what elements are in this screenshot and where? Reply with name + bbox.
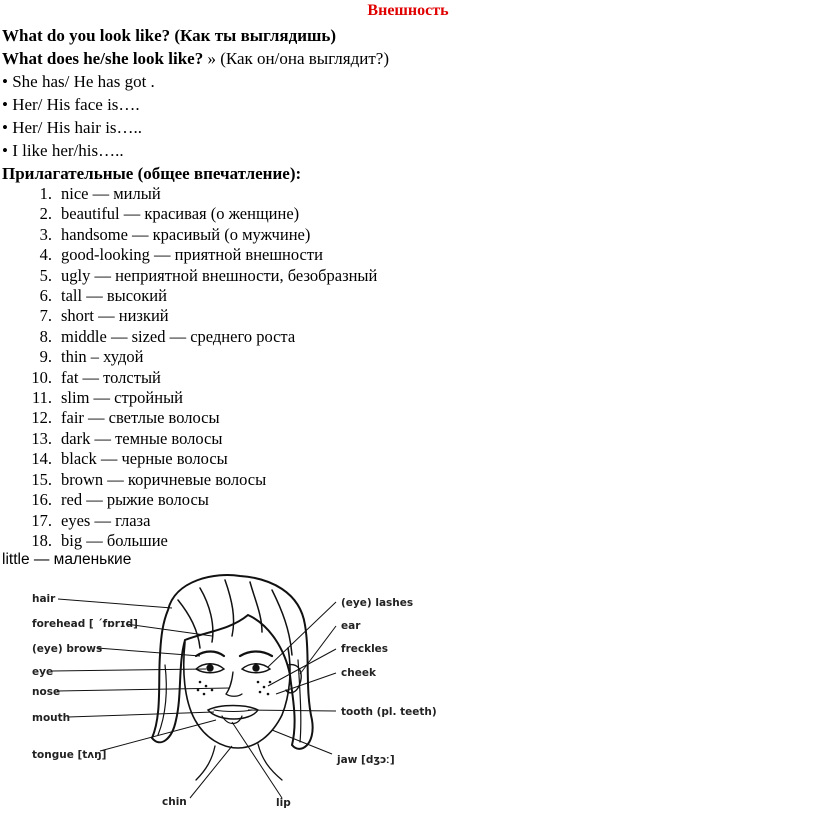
label-ear: ear xyxy=(341,620,361,632)
list-item: 14. black — черные волосы xyxy=(31,449,228,469)
label-hair: hair xyxy=(32,593,56,605)
phrase-bullet: • She has/ He has got . xyxy=(2,72,155,91)
list-item: 5. ugly — неприятной внешности, безобразный xyxy=(39,265,378,285)
label-brows: (eye) brows xyxy=(32,643,103,655)
list-item: 2. beautiful — красивая (о женщине) xyxy=(39,204,300,224)
phrase-bullet: • Her/ His face is…. xyxy=(2,95,140,114)
label-tongue: tongue [tʌŋ] xyxy=(32,749,107,761)
vocabulary-list xyxy=(22,184,377,551)
label-tooth: tooth (pl. teeth) xyxy=(341,706,437,718)
question-he-she xyxy=(2,49,389,69)
label-forehead: forehead [ ˊfɒrɪd] xyxy=(32,618,138,630)
phrase-bullet: • I like her/his….. xyxy=(2,141,124,160)
list-item: 10. fat — толстый xyxy=(31,367,161,387)
label-lashes: (eye) lashes xyxy=(341,597,414,609)
adjectives-heading: Прилагательные (общее впечатление): xyxy=(2,164,302,183)
question-he-she-en: What does he/she look like? xyxy=(2,49,204,68)
question-he-she-ru: » (Как он/она выглядит?) xyxy=(203,49,389,68)
list-item: 1. nice — милый xyxy=(39,184,161,203)
list-item: 18. big — большие xyxy=(31,530,168,550)
list-item: 3. handsome — красивый (о мужчине) xyxy=(39,224,311,244)
extra-word: little — маленькие xyxy=(2,551,132,568)
list-item: 9. thin – худой xyxy=(39,347,144,367)
label-nose: nose xyxy=(32,686,61,698)
label-jaw: jaw [dʒɔː] xyxy=(337,754,395,766)
list-item: 4. good-looking — приятной внешности xyxy=(39,245,323,265)
label-chin: chin xyxy=(162,796,187,808)
list-item: 7. short — низкий xyxy=(39,306,169,326)
list-item: 15. brown — коричневые волосы xyxy=(31,469,267,489)
face-diagram xyxy=(0,570,816,820)
label-freckles: freckles xyxy=(341,643,389,655)
list-item: 8. middle — sized — среднего роста xyxy=(39,326,296,346)
label-cheek: cheek xyxy=(341,667,376,679)
list-item: 16. red — рыжие волосы xyxy=(31,490,209,510)
page-title: Внешность xyxy=(367,2,449,19)
label-mouth: mouth xyxy=(32,712,71,724)
phrase-bullet: • Her/ His hair is….. xyxy=(2,118,143,137)
label-lip: lip xyxy=(276,797,291,809)
label-eye: eye xyxy=(32,666,54,678)
list-item: 11. slim — стройный xyxy=(31,388,183,408)
list-item: 6. tall — высокий xyxy=(39,286,167,306)
question-you: What do you look like? (Как ты выглядишь) xyxy=(2,26,337,45)
face-illustration-icon xyxy=(152,575,313,780)
list-item: 17. eyes — глаза xyxy=(31,510,151,530)
list-item: 13. dark — темные волосы xyxy=(31,428,223,448)
list-item: 12. fair — светлые волосы xyxy=(31,408,220,428)
